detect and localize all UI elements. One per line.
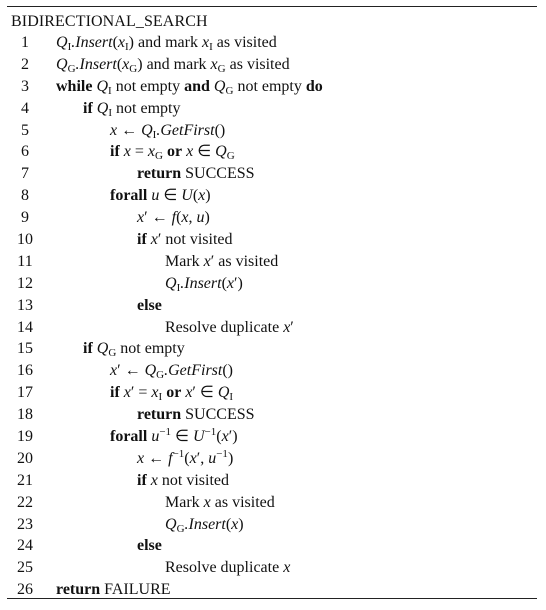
text-fragment: ) (128, 34, 134, 51)
text-fragment: ← (144, 449, 169, 467)
text-fragment: not empty (111, 77, 185, 95)
line-content (56, 54, 290, 76)
line-number: 16 (17, 362, 33, 380)
keyword: forall (110, 187, 148, 205)
math-symbol: x (110, 121, 118, 139)
line-content (165, 273, 243, 295)
code-line (7, 98, 537, 120)
math-symbol: u (208, 449, 217, 467)
text-fragment: ( (176, 209, 182, 227)
line-content (137, 229, 233, 251)
text-fragment: FAILURE (100, 581, 171, 599)
subscript: I (229, 391, 234, 404)
math-symbol: x (189, 449, 197, 467)
text-fragment: ) (137, 55, 143, 73)
subscript: G (226, 150, 235, 163)
line-number: 21 (17, 471, 33, 489)
keyword: else (137, 537, 162, 555)
math-symbol: x (226, 274, 234, 292)
line-number: 1 (21, 34, 29, 51)
math-symbol: u (196, 209, 205, 227)
line-content (137, 207, 210, 229)
keyword: if (83, 340, 93, 358)
code-line (7, 120, 537, 142)
text-fragment: not empty (233, 77, 306, 95)
line-content (83, 338, 185, 360)
text-fragment: Resolve duplicate (165, 318, 284, 336)
line-content (137, 470, 229, 492)
math-symbol: Q (217, 384, 230, 402)
keyword: if (137, 231, 147, 249)
text-fragment: , (188, 209, 197, 227)
algorithm-title: BIDIRECTIONAL_SEARCH (11, 13, 208, 30)
line-number: 13 (17, 296, 33, 314)
math-symbol: x (147, 143, 156, 161)
math-symbol: Q (215, 143, 227, 161)
math-symbol: U (181, 187, 193, 205)
code-line (7, 404, 537, 426)
line-number: 2 (21, 55, 29, 73)
code-line (7, 557, 537, 579)
line-content (165, 557, 290, 579)
line-content (137, 448, 233, 470)
code-line (7, 273, 537, 295)
text-fragment: ′ not visited (157, 231, 233, 249)
text-fragment: ) (204, 209, 210, 227)
math-symbol: x (117, 34, 125, 51)
line-number: 22 (17, 493, 33, 511)
text-fragment: Mark (165, 252, 204, 270)
subscript: I (108, 84, 112, 97)
subscript: I (67, 41, 72, 53)
text-fragment: SUCCESS (181, 165, 255, 183)
math-symbol: x (123, 143, 131, 161)
line-content (165, 492, 275, 514)
line-number: 12 (17, 274, 33, 292)
text-fragment: ′, (196, 449, 209, 467)
text-fragment: not visited (157, 471, 229, 489)
code-line (7, 470, 537, 492)
text-fragment: ( (221, 274, 227, 292)
code-line (7, 535, 537, 557)
code-line (7, 54, 537, 76)
text-fragment: ( (184, 449, 190, 467)
code-line (7, 514, 537, 536)
math-symbol: Q (96, 340, 109, 358)
math-symbol: x (181, 209, 189, 227)
keyword: return (137, 406, 182, 424)
line-number: 15 (17, 340, 33, 358)
keyword: return (56, 581, 101, 599)
math-symbol: Q (213, 77, 226, 95)
text-fragment: ∈ (193, 143, 216, 161)
code-line (7, 32, 537, 54)
keyword: and (184, 77, 210, 95)
math-symbol: f (168, 449, 173, 467)
algorithm-lines (7, 32, 537, 601)
line-number: 4 (21, 99, 29, 117)
math-symbol: .Insert (184, 515, 226, 533)
subscript: G (217, 62, 226, 75)
subscript: G (108, 347, 117, 360)
text-fragment: ′ ← (117, 362, 145, 380)
math-symbol: x (186, 143, 194, 161)
code-line (7, 141, 537, 163)
keyword: or (166, 384, 182, 402)
math-symbol: x (137, 209, 145, 227)
code-line (7, 317, 537, 339)
top-rule (7, 6, 537, 7)
math-symbol: x (185, 384, 193, 402)
line-number: 18 (17, 406, 33, 424)
line-content (56, 76, 323, 98)
line-content (137, 404, 255, 426)
text-fragment: ( (116, 55, 123, 73)
text-fragment: as visited (210, 493, 275, 511)
text-fragment: ′ = (130, 384, 152, 402)
line-content (137, 295, 162, 317)
line-number: 23 (17, 515, 33, 533)
line-number: 26 (17, 581, 33, 599)
code-line (7, 76, 537, 98)
text-fragment: ∈ (159, 187, 182, 205)
text-fragment: and mark (134, 34, 202, 51)
text-fragment: Resolve duplicate (165, 559, 284, 577)
keyword: return (137, 165, 182, 183)
subscript: G (155, 150, 163, 163)
line-number: 14 (17, 318, 33, 336)
line-content (137, 535, 162, 557)
text-fragment: = (130, 143, 148, 161)
code-line (7, 251, 537, 273)
superscript: −1 (204, 426, 217, 439)
math-symbol: x (122, 55, 130, 73)
line-content (137, 163, 255, 185)
text-fragment: ′ ∈ (192, 384, 218, 402)
math-symbol: Q (56, 55, 68, 73)
code-line (7, 360, 537, 382)
math-symbol: .Insert (71, 34, 113, 51)
line-content (165, 514, 244, 536)
code-line (7, 426, 537, 448)
math-symbol: x (210, 55, 218, 73)
subscript: G (176, 522, 185, 535)
math-symbol: Q (56, 34, 68, 51)
superscript: −1 (216, 447, 228, 460)
math-symbol: x (150, 471, 158, 489)
subscript: G (67, 62, 76, 75)
math-symbol: .GetFirst (156, 121, 215, 139)
line-content (110, 185, 211, 207)
math-symbol: f (171, 209, 177, 227)
math-symbol: x (137, 449, 145, 467)
line-content (83, 98, 180, 120)
math-symbol: x (150, 231, 158, 249)
math-symbol: Q (165, 515, 177, 533)
superscript: −1 (159, 426, 172, 439)
subscript: G (129, 62, 138, 75)
subscript: G (225, 84, 234, 97)
math-symbol: x (123, 384, 131, 402)
text-fragment: as visited (212, 34, 277, 51)
math-symbol: Q (141, 121, 153, 139)
text-fragment: ′) (234, 274, 243, 292)
math-symbol: x (201, 34, 210, 51)
line-number: 20 (17, 449, 33, 467)
math-symbol: Q (96, 99, 109, 117)
text-fragment: Mark (165, 493, 204, 511)
text-fragment: ) (205, 187, 211, 205)
math-symbol: u (151, 428, 160, 446)
math-symbol: Q (144, 362, 157, 380)
bottom-rule (7, 598, 537, 599)
math-symbol: x (151, 384, 159, 402)
keyword: or (166, 143, 183, 161)
code-line (7, 492, 537, 514)
text-fragment: () (222, 362, 233, 380)
line-content (56, 32, 277, 54)
keyword: while (56, 77, 93, 95)
subscript: I (176, 281, 181, 294)
code-line (7, 382, 537, 404)
subscript: I (108, 106, 113, 119)
text-fragment: ← (117, 121, 142, 139)
keyword: forall (110, 428, 148, 446)
text-fragment: ′ as visited (210, 252, 279, 270)
subscript: I (152, 128, 157, 141)
math-symbol: x (198, 187, 206, 205)
math-symbol: x (203, 252, 211, 270)
subscript: I (209, 41, 213, 53)
text-fragment: ( (112, 34, 118, 51)
text-fragment: () (214, 121, 226, 139)
subscript: I (158, 391, 163, 404)
code-line (7, 448, 537, 470)
math-symbol: Q (165, 274, 177, 292)
text-fragment: ) (227, 449, 234, 467)
line-number: 8 (21, 187, 29, 205)
text-fragment: not empty (112, 99, 181, 117)
text-fragment: and mark (142, 55, 211, 73)
math-symbol: x (203, 493, 211, 511)
algorithm-box (7, 6, 537, 600)
text-fragment: SUCCESS (181, 406, 255, 424)
keyword: if (137, 471, 147, 489)
line-number: 19 (17, 428, 33, 446)
math-symbol: Q (96, 77, 109, 95)
math-symbol: u (151, 187, 160, 205)
line-number: 6 (21, 143, 29, 161)
line-number: 5 (21, 121, 29, 139)
keyword: do (305, 77, 323, 95)
line-number: 3 (21, 77, 29, 95)
line-number: 11 (17, 252, 33, 270)
code-line (7, 207, 537, 229)
superscript: −1 (172, 447, 185, 460)
math-symbol: U (192, 428, 205, 446)
text-fragment: not empty (116, 340, 185, 358)
subscript: G (156, 369, 165, 382)
code-line (7, 229, 537, 251)
line-number: 25 (17, 559, 33, 577)
line-number: 7 (21, 165, 29, 183)
keyword: if (110, 384, 120, 402)
math-symbol: x (283, 559, 291, 577)
line-number: 10 (17, 231, 33, 249)
math-symbol: x (231, 515, 239, 533)
line-content (110, 120, 225, 142)
line-content (110, 141, 235, 163)
code-line (7, 338, 537, 360)
subscript: I (125, 41, 129, 53)
text-fragment: ′ (290, 318, 294, 336)
line-content (110, 382, 233, 404)
code-line (7, 295, 537, 317)
line-number: 9 (21, 209, 29, 227)
code-line (7, 163, 537, 185)
line-number: 24 (17, 537, 33, 555)
math-symbol: .GetFirst (164, 362, 223, 380)
line-content (165, 317, 294, 339)
math-symbol: x (283, 318, 291, 336)
keyword: if (83, 99, 93, 117)
line-content (110, 360, 233, 382)
code-line (7, 185, 537, 207)
line-content (110, 426, 238, 448)
math-symbol: .Insert (75, 55, 117, 73)
keyword: else (137, 296, 162, 314)
text-fragment: ( (216, 428, 222, 446)
math-symbol: x (110, 362, 118, 380)
text-fragment: ′ ← (144, 209, 172, 227)
text-fragment: ( (225, 515, 232, 533)
math-symbol: x (221, 428, 229, 446)
math-symbol: .Insert (180, 274, 222, 292)
line-content (165, 251, 278, 273)
text-fragment: ∈ (171, 428, 193, 446)
text-fragment: ′) (228, 428, 238, 446)
text-fragment: ) (238, 515, 244, 533)
text-fragment: ( (192, 187, 199, 205)
keyword: if (110, 143, 120, 161)
text-fragment: as visited (225, 55, 290, 73)
line-number: 17 (17, 384, 33, 402)
